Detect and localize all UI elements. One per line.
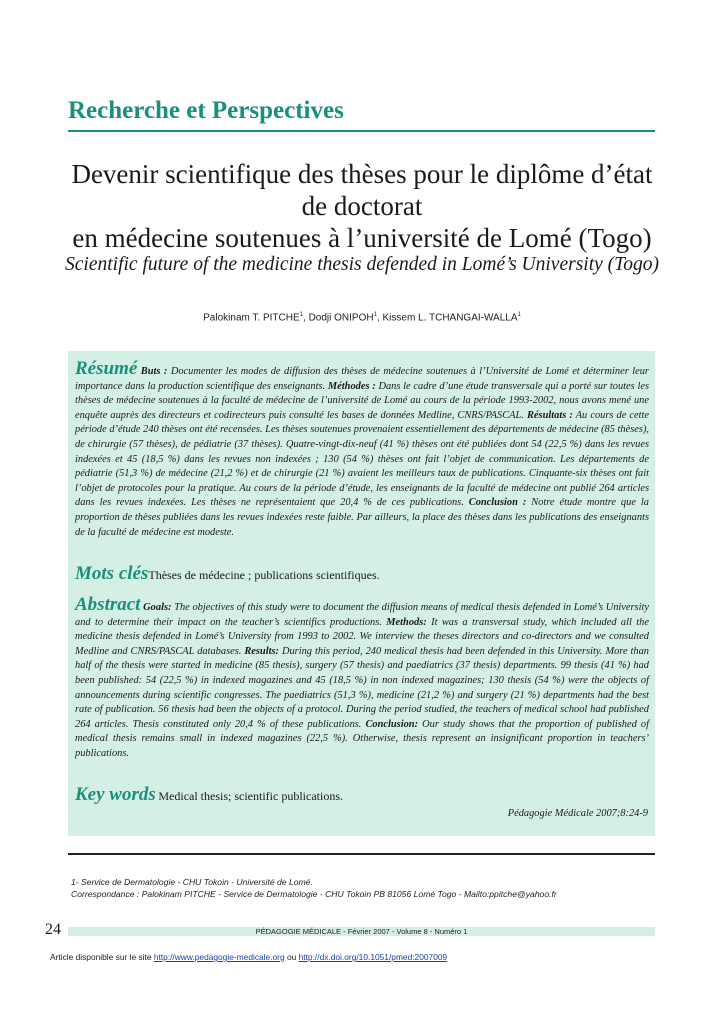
abstract-conclusion-text: Our study shows that the proportion of published of medical thesis remains small in indexed magazines (22,5 %). Otherwise, thesis represent an insignificant proportion in teachers’ publications. <box>75 718 649 759</box>
abstract-conclusion-label: Conclusion: <box>365 718 419 730</box>
article-subtitle: Scientific future of the medicine thesis defended in Lomé’s University (Togo) <box>65 254 659 275</box>
abstract-results-text: During this period, 240 medical thesis had been defended in this University. More than half of the thesis were started in medicine (85 thesis), surgery (57 thesis) and paediatrics (37 thesis) departments. 99 thesis (41 %) had been published: 54 (22,5 %) in indexed magazines and 45 (18,5 %) in non indexed magazines; 130 thesis (54 %) were the objects of announcements during scientific congresses. The paediatrics (51,3 %), medicine (21,2 %) and surgery (21 %) departments had the best rate of publication. 56 thesis had been the objects of a protocol. During the period studied, the teachers of medical school had published 264 articles. Thesis constituted only 20,4 % of these publications. <box>75 645 650 730</box>
doi-link[interactable]: http://dx.doi.org/10.1051/pmed:2007009 <box>298 952 448 962</box>
article-title-line-2: en médecine soutenues à l’université de Lomé (Togo) <box>72 223 652 253</box>
mots-cles-section <box>75 563 649 585</box>
author-affiliation-mark: 1 <box>299 312 303 318</box>
key-words-heading: Key words <box>75 784 156 805</box>
author-name: Kissem L. TCHANGAI-WALLA <box>382 312 518 324</box>
article-title <box>60 158 664 254</box>
footnote-divider <box>68 853 655 855</box>
resume-conclusion-text: Notre étude montre que la proportion de thèses publiées dans les revues indexées reste faible. Par ailleurs, la place des thèses dans les publications des enseignants de la faculté de médecine est modeste. <box>75 497 649 538</box>
abstract-goals-text: The objectives of this study were to document the diffusion means of medical thesis defended in Lomé’s University and to determine their impact on the teacher’s scientifics productions. <box>75 602 649 628</box>
resume-buts-text: Documenter les modes de diffusion des thèses de médecine soutenues à l’Université de Lomé et déterminer leur importance dans la production scientifique des enseignants. <box>75 366 649 392</box>
author-list <box>60 312 664 323</box>
resume-section <box>75 358 649 540</box>
affiliation-footnote: 1- Service de Dermatologie - CHU Tokoin - Université de Lomé. <box>71 877 313 887</box>
abstract-methods-label: Methods: <box>386 616 427 628</box>
abstract-methods-text: It was a transversal study, which included all the medicine thesis defended in Lomé’s University from 1993 to 2002. We interview the theses directors and co-directors and we consulted Medline and CNRS/PASCAL databases. <box>75 616 649 657</box>
resume-methodes-label: Méthodes : <box>327 380 376 392</box>
author-name: Dodji ONIPOH <box>308 312 374 324</box>
author-affiliation-mark: 1 <box>373 312 377 318</box>
mots-cles-heading: Mots clés <box>75 563 149 584</box>
journal-site-link[interactable]: http://www.pedagogie-medicale.org <box>153 952 285 962</box>
resume-conclusion-label: Conclusion : <box>468 497 527 509</box>
section-heading: Recherche et Perspectives <box>68 97 344 124</box>
resume-resultats-label: Résultats : <box>526 409 573 421</box>
resume-resultats-text: Au cours de cette période d’étude 240 thèses ont été recensées. Les thèses soutenues provenaient essentiellement des départements de médecine (85 thèses), de chirurgie (57 thèses), de pédiatrie (37 thèses). Quatre-vingt-dix-neuf (41 %) thèses ont été publiées dont 54 (22,5 %) dans les revues indexées et 45 (18,5 %) dans les revues non indexées ; 130 (54 %) thèses ont fait l’objet de communication. Les départements de pédiatrie (51,3 %) de médecine (21,2 %) et de chirurgie (21 %) avaient les meilleurs taux de publications. Cinquante-six thèses ont fait l’objet de protocoles pour la pratique. Au cours de la période d’étude, les enseignants de la faculté de médecine ont publié 264 articles dans les revues indexées. Les thèses ne représentaient que 20,4 % de ces publications. <box>75 409 649 509</box>
key-words-section <box>75 784 649 806</box>
journal-footer: PÉDAGOGIE MÉDICALE - Février 2007 - Volume 8 - Numéro 1 <box>255 927 468 936</box>
resume-heading: Résumé <box>75 358 138 379</box>
page-number: 24 <box>45 921 61 938</box>
abstract-results-label: Results: <box>244 645 279 657</box>
key-words-text: Medical thesis; scientific publications. <box>158 789 343 803</box>
correspondence-footnote: Correspondance : Palokinam PITCHE - Service de Dermatologie - CHU Tokoin PB 81056 Lomé Togo - Mailto:ppitche@yahoo.fr <box>71 889 557 899</box>
section-divider <box>68 130 655 132</box>
author-separator: , <box>376 312 383 324</box>
resume-buts-label: Buts : <box>140 366 168 377</box>
mots-cles-text: Thèses de médecine ; publications scientifiques. <box>148 568 380 582</box>
availability-or: ou <box>286 952 297 962</box>
author-affiliation-mark: 1 <box>517 312 521 318</box>
availability-notice <box>50 952 447 962</box>
abstract-heading: Abstract <box>75 594 141 615</box>
availability-prefix: Article disponible sur le site <box>50 952 152 962</box>
author-separator: , <box>303 312 309 324</box>
abstract-section <box>75 594 650 762</box>
citation: Pédagogie Médicale 2007;8:24-9 <box>507 808 648 819</box>
article-title-line-1: Devenir scientifique des thèses pour le diplôme d’état de doctorat <box>71 159 653 221</box>
author-name: Palokinam T. PITCHE <box>203 312 300 324</box>
abstract-goals-label: Goals: <box>143 602 172 613</box>
resume-methodes-text: Dans le cadre d’une étude transversale qui a porté sur toutes les thèses de médecine soutenues à la faculté de médecine de l’université de Lomé au cours de la période 1993-2002, nous avons mené une enquête auprès des directeurs et codirecteurs puis consulté les bases de données Medline, CNRS/PASCAL. <box>75 380 649 421</box>
